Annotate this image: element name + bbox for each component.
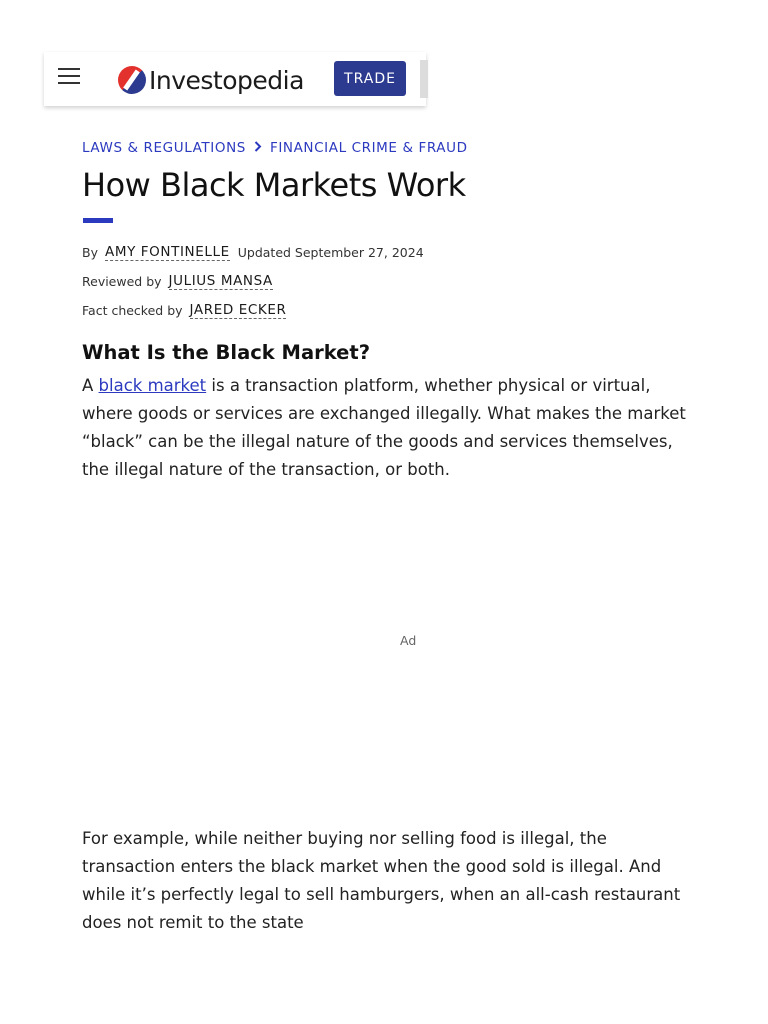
reviewer-link[interactable]: JULIUS MANSA [168,273,273,289]
updated-date: Updated September 27, 2024 [237,245,424,260]
author-prefix: By [82,245,98,260]
trade-button[interactable]: TRADE [334,61,406,96]
hamburger-menu-icon[interactable] [58,68,82,88]
site-header [44,52,426,106]
section-heading: What Is the Black Market? [82,341,371,364]
reviewer-byline [82,273,273,290]
author-link[interactable]: AMY FONTINELLE [104,244,230,260]
breadcrumb [82,140,468,156]
factcheck-prefix: Fact checked by [82,303,183,318]
investopedia-logo[interactable] [118,64,304,96]
example-paragraph: For example, while neither buying nor selling food is illegal, the transaction enters the black market when the good sold is illegal. And while it’s perfectly legal to sell hamburgers, when an all-cash restaurant does not remit to the state [82,829,681,932]
factchecker-link[interactable]: JARED ECKER [189,302,287,318]
title-accent-bar [83,218,113,223]
reviewer-prefix: Reviewed by [82,274,162,289]
breadcrumb-laws-regulations[interactable]: LAWS & REGULATIONS [82,140,246,156]
breadcrumb-financial-crime-fraud[interactable]: FINANCIAL CRIME & FRAUD [269,140,468,156]
intro-text-rest: is a transaction platform, whether physical or virtual, where goods or services are exchanged illegally. What makes the market “black” can be the illegal nature of the goods and services themselves, the illegal nature of the transaction, or both. [82,376,686,479]
logo-text: Investopedia [149,65,304,95]
header-edge-divider [420,60,428,98]
author-byline [82,244,424,261]
chevron-right-icon [254,141,262,155]
logo-mark-icon [118,66,146,94]
ad-label: Ad [400,633,417,648]
intro-paragraph [82,372,688,484]
page-title: How Black Markets Work [82,166,466,204]
intro-text-start: A [82,376,99,395]
factcheck-byline [82,302,286,319]
black-market-link[interactable]: black market [98,376,207,395]
